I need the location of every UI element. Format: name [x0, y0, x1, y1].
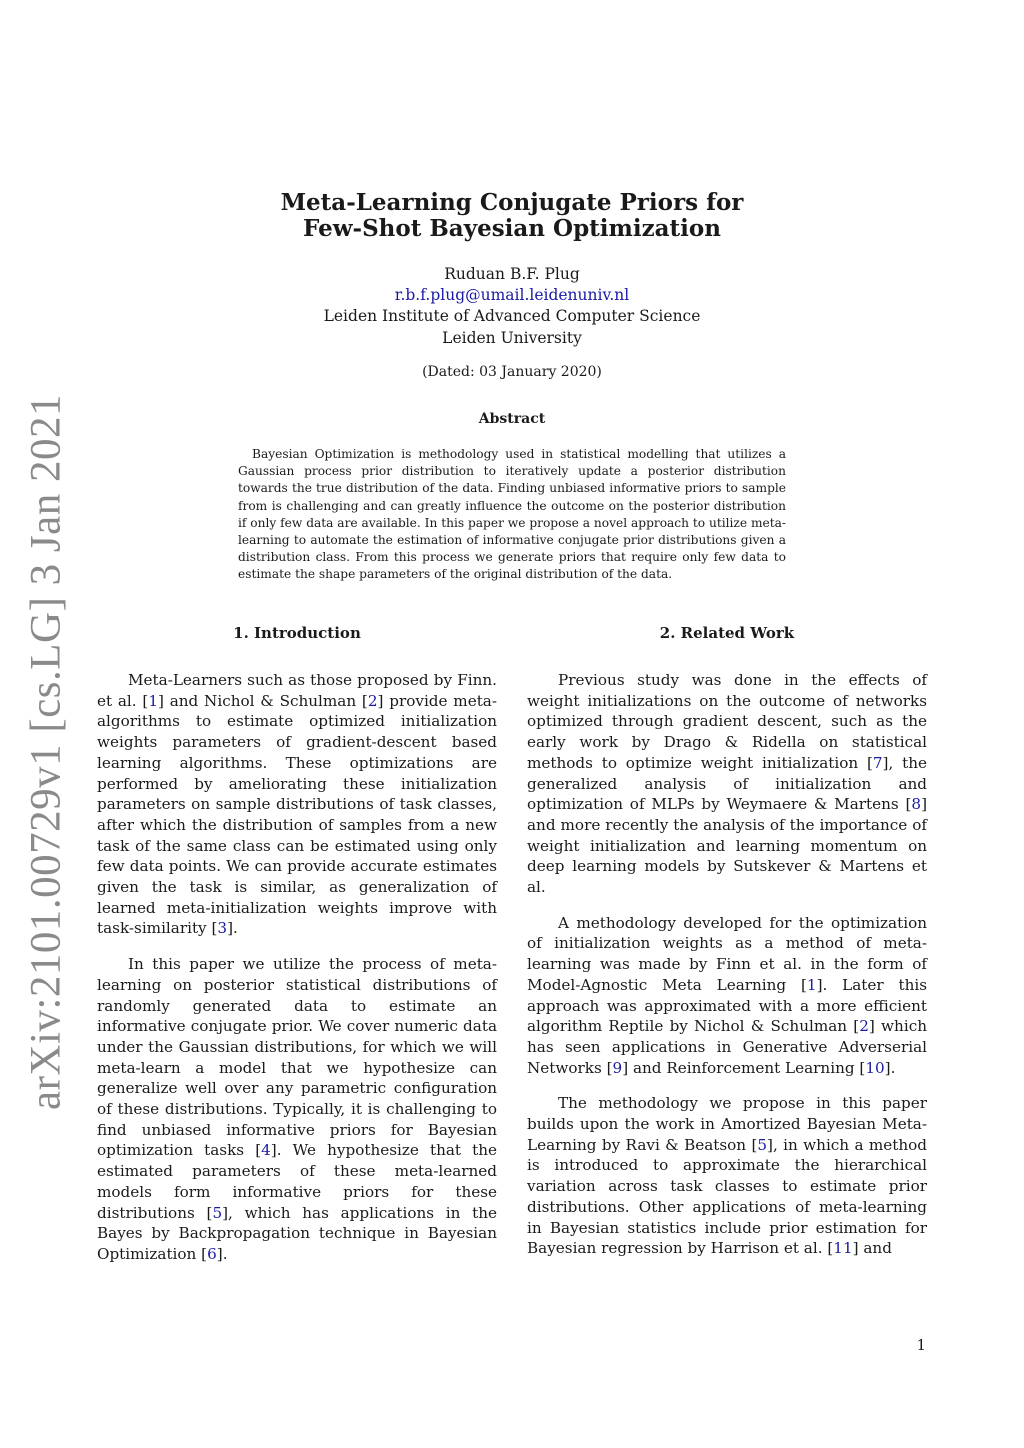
- citation-link-7[interactable]: 7: [872, 753, 883, 772]
- left-column: [97, 670, 497, 1280]
- text-run: ].: [884, 1058, 896, 1077]
- text-run: A methodology developed for the optimization of initialization weights as a method of meta-learning was made by Finn et al. in the form of Model-Agnostic Meta Learning [: [527, 913, 927, 994]
- text-run: ], which has applications in the Bayes by Backpropagation technique in Bayesian Optimization [: [97, 1203, 498, 1263]
- citation-link-11[interactable]: 11: [833, 1239, 853, 1258]
- text-run: In this paper we utilize the process of meta-learning on posterior statistical distributions of randomly generated data to estimate an informative conjugate prior. We cover numeric data under the Gaussian distributions, for which we will meta-learn a model that we hypothesize can generalize well over any parametric configuration of these distributions. Typically, it is challenging to find unbiased informative priors for Bayesian optimization tasks [: [97, 955, 497, 1160]
- text-run: ], in which a method is introduced to approximate the hierarchical variation across task classes to estimate prior distributions. Other applications of meta-learning in Bayesian statistics include prior estimation for Bayesian regression by Harrison et al. [: [527, 1135, 927, 1258]
- text-run: ], the generalized analysis of initialization and optimization of MLPs by Weymaere & Martens [: [527, 753, 927, 814]
- text-run: ] provide meta-algorithms to estimate optimized initialization weights parameters of gradient-descent based learning algorithms. These optimizations are performed by ameliorating these initialization parameters on sample distributions of task classes, after which the distribution of samples from a new task of the same class can be estimated using only few data points. We can provide accurate estimates given the task is similar, as generalization of learned meta-initialization weights improve with task-similarity [: [97, 691, 497, 938]
- text-run: The methodology we propose in this paper builds upon the work in Amortized Bayesian Meta-Learning by Ravi & Beatson [: [527, 1094, 927, 1154]
- author-block: [0, 264, 1024, 350]
- related-paragraph-3: [527, 1093, 927, 1259]
- citation-link-3[interactable]: 3: [217, 919, 228, 938]
- text-run: ] and: [852, 1239, 892, 1258]
- citation-link-5[interactable]: 5: [212, 1203, 223, 1222]
- citation-link-2[interactable]: 2: [859, 1017, 869, 1036]
- citation-link-4[interactable]: 4: [261, 1141, 271, 1160]
- text-run: ]. We hypothesize that the estimated parameters of these meta-learned models form informative priors for these distributions [: [97, 1141, 497, 1222]
- date-line: (Dated: 03 January 2020): [422, 364, 602, 380]
- citation-link-1[interactable]: 1: [148, 691, 158, 710]
- intro-paragraph-1: [97, 670, 497, 939]
- text-run: Meta-Learners such as those proposed by Finn. et al. [: [97, 671, 497, 710]
- paper-title-line-1: Meta-Learning Conjugate Priors for: [280, 189, 744, 216]
- text-run: Previous study was done in the effects of weight initializations on the outcome of networks optimized through gradient descent, such as the early work by Drago & Ridella on statistical methods to optimize weight initialization [: [527, 671, 927, 772]
- page-number: 1: [916, 1336, 926, 1354]
- paper-title-line-2: Few-Shot Bayesian Optimization: [303, 215, 721, 242]
- author-university: Leiden University: [442, 329, 582, 347]
- text-run: ] which has seen applications in Generative Adverserial Networks [: [527, 1017, 927, 1077]
- intro-paragraph-2: [97, 954, 497, 1265]
- author-institute: Leiden Institute of Advanced Computer Science: [323, 307, 701, 325]
- text-run: ] and Nichol & Schulman [: [158, 691, 368, 710]
- citation-link-2[interactable]: 2: [367, 691, 378, 710]
- author-email-link[interactable]: r.b.f.plug@umail.leidenuniv.nl: [394, 286, 630, 304]
- section-1-heading: 1. Introduction: [233, 624, 361, 642]
- text-run: ].: [216, 1244, 228, 1263]
- section-2-heading: 2. Related Work: [659, 624, 795, 642]
- text-run: ] and Reinforcement Learning [: [622, 1058, 866, 1077]
- related-paragraph-1: [527, 670, 927, 898]
- citation-link-5[interactable]: 5: [757, 1135, 768, 1154]
- citation-link-8[interactable]: 8: [911, 795, 922, 814]
- abstract-text: Bayesian Optimization is methodology used in statistical modelling that utilizes a Gaussian process prior distribution to iteratively update a posterior distribution towards the true distribution of the data. Finding unbiased informative priors to sample from is challenging and can greatly influence the outcome on the posterior distribution if only few data are available. In this paper we propose a novel approach to utilize meta-learning to automate the estimation of informative conjugate prior distributions given a distribution class. From this process we generate priors that require only few data to estimate the shape parameters of the original distribution of the data.: [238, 447, 786, 582]
- author-name: Ruduan B.F. Plug: [444, 265, 580, 283]
- citation-link-10[interactable]: 10: [865, 1058, 885, 1077]
- abstract-heading: Abstract: [478, 411, 546, 427]
- paper-title: [0, 190, 1024, 242]
- citation-link-9[interactable]: 9: [612, 1058, 623, 1077]
- text-run: ]. Later this approach was approximated with a more efficient algorithm Reptile by Nichol & Schulman [: [527, 975, 928, 1036]
- citation-link-6[interactable]: 6: [207, 1244, 217, 1263]
- text-run: ].: [227, 919, 238, 938]
- citation-link-1[interactable]: 1: [806, 975, 817, 994]
- related-paragraph-2: [527, 913, 927, 1079]
- right-column: [527, 670, 927, 1274]
- text-run: ] and more recently the analysis of the importance of weight initialization and learning momentum on deep learning models by Sutskever & Martens et al.: [527, 795, 927, 897]
- arxiv-identifier-stamp: arXiv:2101.00729v1 [cs.LG] 3 Jan 2021: [22, 394, 70, 1110]
